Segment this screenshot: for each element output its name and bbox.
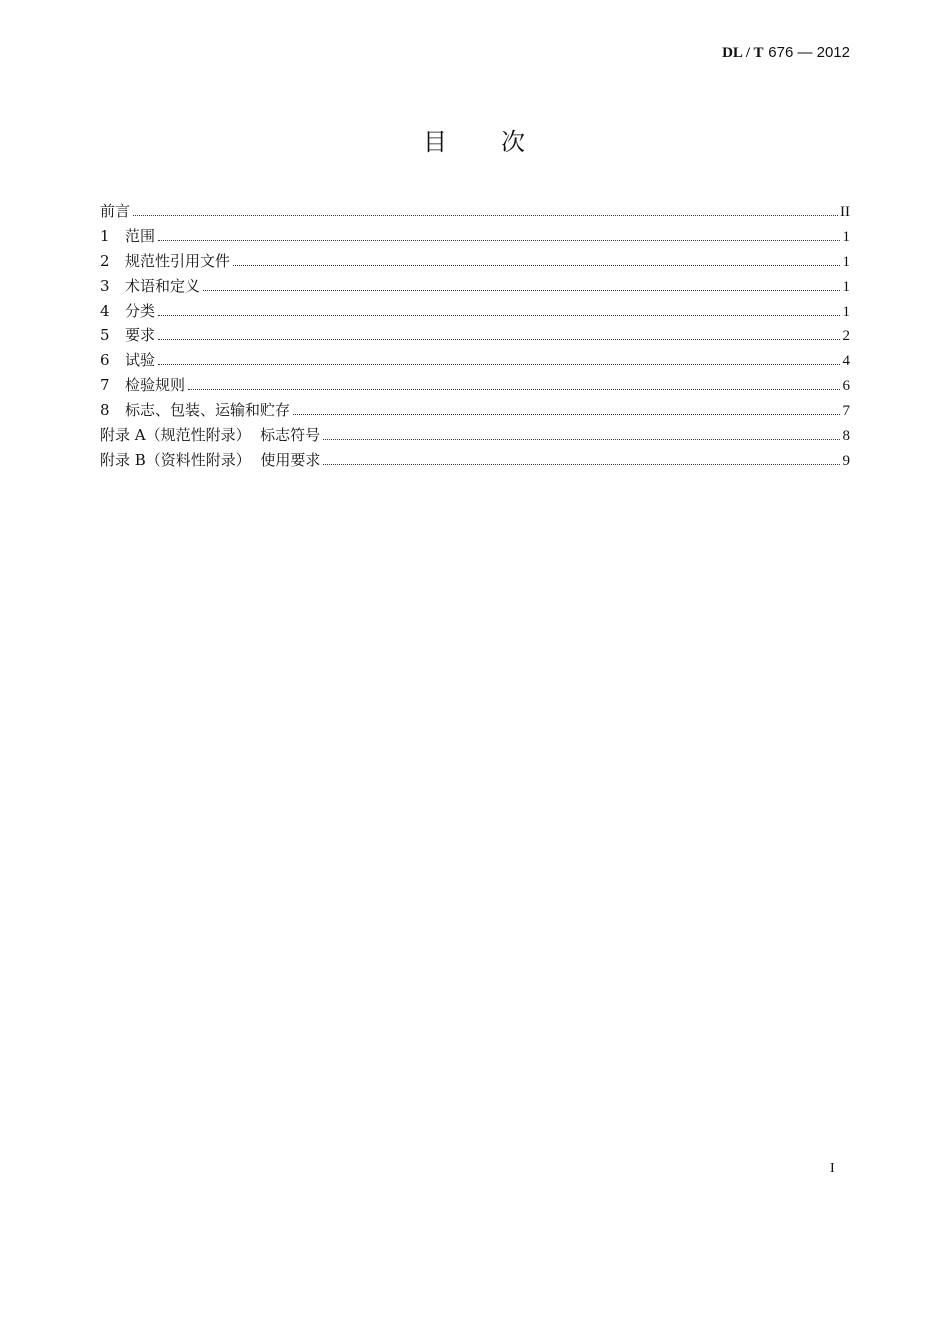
toc-entry-page: 8 (842, 428, 850, 445)
toc-leader-dots (323, 439, 840, 440)
toc-entry-page: 2 (842, 328, 850, 345)
toc-entry-page: 7 (842, 403, 850, 420)
toc-entry-label: 前言 (100, 202, 131, 220)
toc-entry-1[interactable] (100, 225, 850, 250)
toc-entry-label: 检验规则 (125, 376, 186, 395)
page-title (0, 122, 950, 157)
toc-entry-page: 1 (842, 228, 850, 245)
toc-leader-dots (203, 290, 840, 291)
toc-entry-label: 要求 (125, 326, 156, 345)
toc-entry-label: 标志、包装、运输和贮存 (125, 401, 291, 420)
toc-entry-number: 7 (100, 376, 110, 395)
toc-entry-number: 1 (100, 226, 110, 245)
toc-entry-label: 分类 (125, 301, 156, 320)
toc-entry-number: 4 (100, 301, 110, 320)
toc-entry-number: 2 (100, 251, 110, 270)
toc-entry-page: 1 (842, 253, 850, 270)
toc-entry-number: 6 (100, 351, 110, 370)
toc-leader-dots (233, 265, 840, 266)
toc-entry-5[interactable] (100, 324, 850, 349)
toc-entry-label: 附录 B（资料性附录） 使用要求 (100, 450, 321, 469)
toc-leader-dots (158, 339, 840, 340)
table-of-contents (100, 200, 850, 474)
toc-entry-7[interactable] (100, 374, 850, 399)
toc-leader-dots (323, 464, 840, 465)
toc-entry-foreword[interactable] (100, 200, 850, 225)
toc-leader-dots (158, 364, 840, 365)
toc-entry-label: 试验 (125, 351, 156, 370)
toc-leader-dots (188, 389, 840, 390)
toc-entry-label: 规范性引用文件 (125, 251, 231, 270)
toc-entry-page: II (840, 204, 850, 220)
toc-leader-dots (133, 215, 838, 216)
toc-entry-number: 3 (100, 276, 110, 295)
toc-entry-6[interactable] (100, 349, 850, 374)
toc-entry-label: 术语和定义 (125, 276, 201, 295)
title-char-2: 次 (501, 128, 527, 156)
toc-leader-dots (158, 315, 840, 316)
toc-entry-number: 5 (100, 326, 110, 345)
standard-number: 676 — 2012 (768, 44, 850, 61)
toc-entry-label: 范围 (125, 226, 156, 245)
toc-entry-appendix-a[interactable] (100, 424, 850, 449)
toc-entry-label: 附录 A（规范性附录） 标志符号 (100, 426, 321, 445)
toc-entry-2[interactable] (100, 250, 850, 275)
title-char-1: 目 (423, 128, 449, 156)
toc-entry-page: 1 (842, 278, 850, 295)
toc-leader-dots (158, 240, 840, 241)
standard-code (722, 43, 850, 62)
toc-entry-page: 4 (842, 353, 850, 370)
page-number: I (830, 1161, 835, 1176)
toc-entry-page: 6 (842, 378, 850, 395)
standard-prefix: DL / T (722, 45, 764, 61)
toc-entry-appendix-b[interactable] (100, 449, 850, 474)
toc-entry-page: 9 (842, 452, 850, 469)
toc-entry-page: 1 (842, 303, 850, 320)
toc-leader-dots (293, 414, 840, 415)
toc-entry-8[interactable] (100, 399, 850, 424)
toc-entry-number: 8 (100, 401, 110, 420)
toc-entry-4[interactable] (100, 300, 850, 325)
toc-entry-3[interactable] (100, 275, 850, 300)
